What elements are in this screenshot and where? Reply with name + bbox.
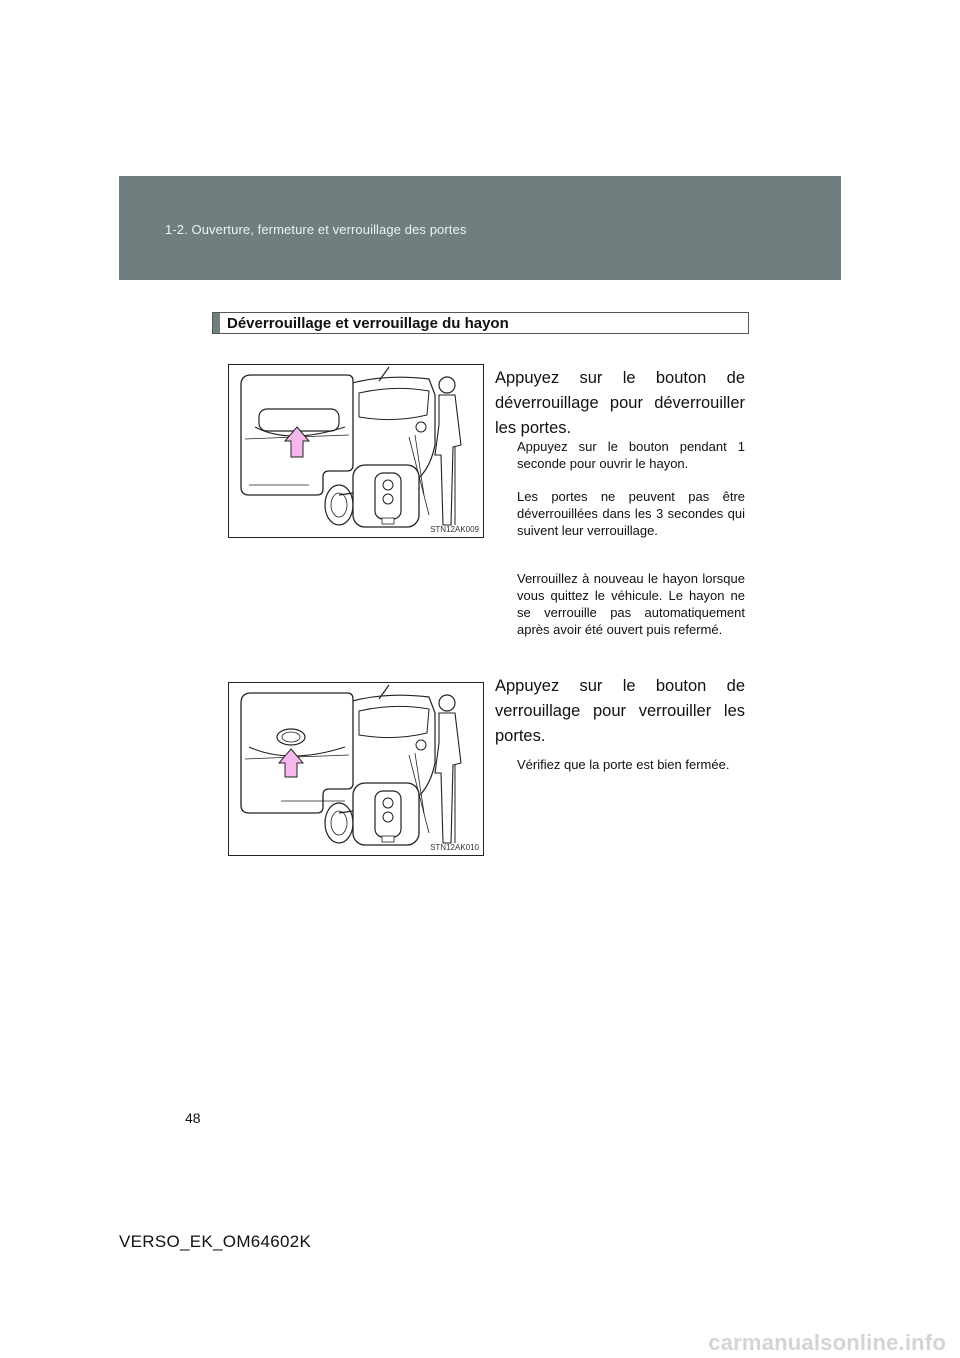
document-code: VERSO_EK_OM64602K (119, 1232, 312, 1251)
watermark: carmanualsonline.info (708, 1330, 946, 1355)
header-band (119, 176, 841, 280)
page-number: 48 (185, 1110, 201, 1126)
car-rear-lock-drawing (229, 683, 483, 855)
note-unlock-2: Les portes ne peuvent pas être déverrouillées dans les 3 secondes qui suivent leur verrouillage. (517, 489, 745, 538)
section-heading (212, 312, 749, 334)
section-title: Déverrouillage et verrouillage du hayon (227, 315, 509, 332)
figure-lock-illustration (228, 682, 484, 856)
note-unlock-3: Verrouillez à nouveau le hayon lorsque vous quittez le véhicule. Le hayon ne se verrouille pas automatiquement après avoir été ouvert puis refermé. (517, 571, 745, 637)
figure-unlock-illustration (228, 364, 484, 538)
figure-code: STN12AK010 (430, 843, 479, 852)
note-lock-1: Vérifiez que la porte est bien fermée. (517, 757, 730, 772)
car-rear-unlock-drawing (229, 365, 483, 537)
step-unlock-text: Appuyez sur le bouton de déverrouillage pour déverrouiller les portes. (495, 369, 745, 437)
section-marker (213, 313, 220, 333)
note-unlock-1: Appuyez sur le bouton pendant 1 seconde pour ouvrir le hayon. (517, 439, 745, 471)
step-lock-text: Appuyez sur le bouton de verrouillage pour verrouiller les portes. (495, 677, 745, 745)
breadcrumb: 1-2. Ouverture, fermeture et verrouillage des portes (165, 222, 467, 237)
figure-code: STN12AK009 (430, 525, 479, 534)
